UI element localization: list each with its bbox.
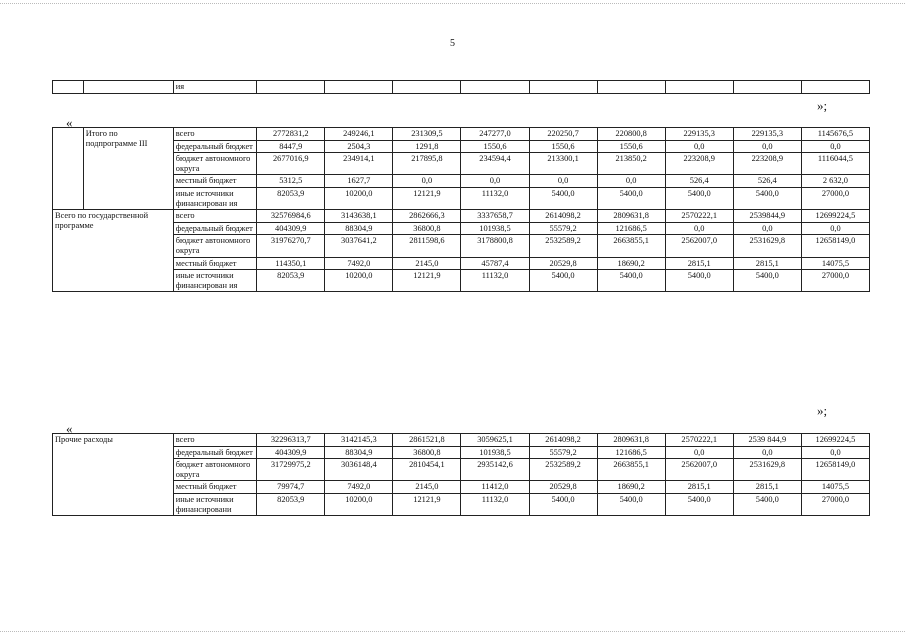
value-cell: 2562007,0 bbox=[665, 459, 733, 481]
table-row bbox=[53, 446, 870, 459]
value-cell: 27000,0 bbox=[801, 187, 869, 209]
value-cell: 229135,3 bbox=[665, 128, 733, 141]
value-cell: 82053,9 bbox=[257, 270, 325, 292]
value-cell: 2532589,2 bbox=[529, 459, 597, 481]
table-row bbox=[53, 187, 870, 209]
value-cell: 1291,8 bbox=[393, 140, 461, 153]
section-title: Всего по государственной программе bbox=[53, 210, 174, 292]
value-cell: 5400,0 bbox=[597, 493, 665, 515]
table-row bbox=[53, 81, 870, 94]
value-cell: 1145676,5 bbox=[801, 128, 869, 141]
value-cell: 213850,2 bbox=[597, 153, 665, 175]
value-cell: 2815,1 bbox=[733, 257, 801, 270]
value-cell: 2614098,2 bbox=[529, 210, 597, 223]
value-cell: 2815,1 bbox=[733, 481, 801, 494]
value-cell: 14075,5 bbox=[801, 481, 869, 494]
value-cell: 12658149,0 bbox=[801, 235, 869, 257]
value-cell: 2809631,8 bbox=[597, 210, 665, 223]
value-cell: 2663855,1 bbox=[597, 459, 665, 481]
table-cell: ия bbox=[173, 81, 256, 94]
value-cell: 249246,1 bbox=[325, 128, 393, 141]
table-row bbox=[53, 434, 870, 447]
table-row bbox=[53, 140, 870, 153]
value-cell: 101938,5 bbox=[461, 222, 529, 235]
value-cell: 2614098,2 bbox=[529, 434, 597, 447]
value-cell: 7492,0 bbox=[325, 257, 393, 270]
value-cell: 79974,7 bbox=[257, 481, 325, 494]
value-cell: 0,0 bbox=[801, 140, 869, 153]
table-row bbox=[53, 493, 870, 515]
value-cell: 234914,1 bbox=[325, 153, 393, 175]
value-cell: 2531629,8 bbox=[733, 235, 801, 257]
table-cell bbox=[393, 81, 461, 94]
value-cell: 0,0 bbox=[393, 175, 461, 188]
value-cell: 234594,4 bbox=[461, 153, 529, 175]
value-cell: 121686,5 bbox=[597, 446, 665, 459]
value-cell: 2810454,1 bbox=[393, 459, 461, 481]
funding-source: всего bbox=[173, 210, 256, 223]
value-cell: 2539 844,9 bbox=[733, 434, 801, 447]
value-cell: 0,0 bbox=[733, 446, 801, 459]
value-cell: 32296313,7 bbox=[257, 434, 325, 447]
value-cell: 82053,9 bbox=[257, 493, 325, 515]
value-cell: 2531629,8 bbox=[733, 459, 801, 481]
value-cell: 5400,0 bbox=[665, 187, 733, 209]
value-cell: 220250,7 bbox=[529, 128, 597, 141]
value-cell: 0,0 bbox=[801, 222, 869, 235]
value-cell: 3143638,1 bbox=[325, 210, 393, 223]
funding-source: федеральный бюджет bbox=[173, 140, 256, 153]
value-cell: 0,0 bbox=[801, 446, 869, 459]
value-cell: 5400,0 bbox=[529, 187, 597, 209]
value-cell: 0,0 bbox=[461, 175, 529, 188]
value-cell: 7492,0 bbox=[325, 481, 393, 494]
open-quote: « bbox=[66, 421, 73, 436]
value-cell: 12658149,0 bbox=[801, 459, 869, 481]
value-cell: 3142145,3 bbox=[325, 434, 393, 447]
value-cell: 31729975,2 bbox=[257, 459, 325, 481]
table-top-fragment bbox=[52, 80, 870, 94]
table-cell bbox=[733, 81, 801, 94]
value-cell: 2935142,6 bbox=[461, 459, 529, 481]
value-cell: 220800,8 bbox=[597, 128, 665, 141]
funding-source: местный бюджет bbox=[173, 175, 256, 188]
value-cell: 20529,8 bbox=[529, 257, 597, 270]
value-cell: 2677016,9 bbox=[257, 153, 325, 175]
value-cell: 18690,2 bbox=[597, 481, 665, 494]
value-cell: 2145,0 bbox=[393, 481, 461, 494]
open-quote: « bbox=[66, 115, 73, 130]
value-cell: 2145,0 bbox=[393, 257, 461, 270]
close-quote: »; bbox=[817, 98, 828, 113]
table-row bbox=[53, 459, 870, 481]
funding-source: всего bbox=[173, 434, 256, 447]
close-quote: »; bbox=[817, 403, 828, 418]
value-cell: 36800,8 bbox=[393, 446, 461, 459]
value-cell: 217895,8 bbox=[393, 153, 461, 175]
value-cell: 5400,0 bbox=[597, 187, 665, 209]
value-cell: 526,4 bbox=[733, 175, 801, 188]
funding-source: иные источники финансирован ия bbox=[173, 187, 256, 209]
value-cell: 2570222,1 bbox=[665, 434, 733, 447]
value-cell: 2539844,9 bbox=[733, 210, 801, 223]
value-cell: 213300,1 bbox=[529, 153, 597, 175]
value-cell: 14075,5 bbox=[801, 257, 869, 270]
value-cell: 2862666,3 bbox=[393, 210, 461, 223]
value-cell: 5312,5 bbox=[257, 175, 325, 188]
funding-source: федеральный бюджет bbox=[173, 446, 256, 459]
value-cell: 32576984,6 bbox=[257, 210, 325, 223]
funding-source: бюджет автономного округа bbox=[173, 459, 256, 481]
value-cell: 12121,9 bbox=[393, 187, 461, 209]
value-cell: 12121,9 bbox=[393, 270, 461, 292]
value-cell: 12699224,5 bbox=[801, 434, 869, 447]
section-title: Итого по подпрограмме III bbox=[83, 128, 173, 210]
value-cell: 5400,0 bbox=[665, 270, 733, 292]
value-cell: 31976270,7 bbox=[257, 235, 325, 257]
funding-source: бюджет автономного округа bbox=[173, 153, 256, 175]
value-cell: 223208,9 bbox=[665, 153, 733, 175]
table-row bbox=[53, 257, 870, 270]
value-cell: 2663855,1 bbox=[597, 235, 665, 257]
value-cell: 404309,9 bbox=[257, 446, 325, 459]
value-cell: 1550,6 bbox=[529, 140, 597, 153]
table-cell bbox=[83, 81, 173, 94]
funding-source: иные источники финансирован ия bbox=[173, 270, 256, 292]
value-cell: 10200,0 bbox=[325, 187, 393, 209]
table-summary bbox=[52, 127, 870, 292]
table-row bbox=[53, 210, 870, 223]
value-cell: 88304,9 bbox=[325, 222, 393, 235]
value-cell: 0,0 bbox=[665, 446, 733, 459]
value-cell: 27000,0 bbox=[801, 493, 869, 515]
value-cell: 2811598,6 bbox=[393, 235, 461, 257]
value-cell: 27000,0 bbox=[801, 270, 869, 292]
value-cell: 1116044,5 bbox=[801, 153, 869, 175]
value-cell: 11412,0 bbox=[461, 481, 529, 494]
value-cell: 404309,9 bbox=[257, 222, 325, 235]
value-cell: 121686,5 bbox=[597, 222, 665, 235]
value-cell: 11132,0 bbox=[461, 270, 529, 292]
value-cell: 101938,5 bbox=[461, 446, 529, 459]
table-row bbox=[53, 222, 870, 235]
value-cell: 2815,1 bbox=[665, 257, 733, 270]
funding-source: иные источники финансировани bbox=[173, 493, 256, 515]
table-row bbox=[53, 128, 870, 141]
value-cell: 2504,3 bbox=[325, 140, 393, 153]
value-cell: 114350,1 bbox=[257, 257, 325, 270]
table-cell bbox=[529, 81, 597, 94]
table-row bbox=[53, 175, 870, 188]
value-cell: 3059625,1 bbox=[461, 434, 529, 447]
value-cell: 55579,2 bbox=[529, 446, 597, 459]
table-cell bbox=[53, 81, 84, 94]
value-cell: 5400,0 bbox=[733, 493, 801, 515]
value-cell: 0,0 bbox=[733, 222, 801, 235]
value-cell: 36800,8 bbox=[393, 222, 461, 235]
page-number: 5 bbox=[450, 38, 455, 49]
value-cell: 5400,0 bbox=[597, 270, 665, 292]
value-cell: 2 632,0 bbox=[801, 175, 869, 188]
value-cell: 5400,0 bbox=[529, 493, 597, 515]
value-cell: 526,4 bbox=[665, 175, 733, 188]
value-cell: 2562007,0 bbox=[665, 235, 733, 257]
scan-edge-top bbox=[0, 0, 905, 4]
funding-source: местный бюджет bbox=[173, 481, 256, 494]
table-cell bbox=[53, 128, 84, 210]
value-cell: 223208,9 bbox=[733, 153, 801, 175]
value-cell: 5400,0 bbox=[665, 493, 733, 515]
value-cell: 3337658,7 bbox=[461, 210, 529, 223]
value-cell: 1627,7 bbox=[325, 175, 393, 188]
value-cell: 55579,2 bbox=[529, 222, 597, 235]
value-cell: 229135,3 bbox=[733, 128, 801, 141]
value-cell: 82053,9 bbox=[257, 187, 325, 209]
value-cell: 0,0 bbox=[597, 175, 665, 188]
table-cell bbox=[325, 81, 393, 94]
value-cell: 3036148,4 bbox=[325, 459, 393, 481]
value-cell: 2532589,2 bbox=[529, 235, 597, 257]
table-other-expenses bbox=[52, 433, 870, 516]
section-title: Прочие расходы bbox=[53, 434, 174, 516]
funding-source: всего bbox=[173, 128, 256, 141]
scan-edge-bottom bbox=[0, 631, 905, 635]
value-cell: 2772831,2 bbox=[257, 128, 325, 141]
value-cell: 3178800,8 bbox=[461, 235, 529, 257]
table-row bbox=[53, 481, 870, 494]
value-cell: 12699224,5 bbox=[801, 210, 869, 223]
value-cell: 12121,9 bbox=[393, 493, 461, 515]
value-cell: 8447,9 bbox=[257, 140, 325, 153]
funding-source: бюджет автономного округа bbox=[173, 235, 256, 257]
value-cell: 5400,0 bbox=[733, 270, 801, 292]
value-cell: 10200,0 bbox=[325, 270, 393, 292]
table-row bbox=[53, 235, 870, 257]
value-cell: 45787,4 bbox=[461, 257, 529, 270]
value-cell: 0,0 bbox=[665, 140, 733, 153]
value-cell: 5400,0 bbox=[529, 270, 597, 292]
table-cell bbox=[665, 81, 733, 94]
funding-source: федеральный бюджет bbox=[173, 222, 256, 235]
value-cell: 2809631,8 bbox=[597, 434, 665, 447]
table-cell bbox=[597, 81, 665, 94]
value-cell: 18690,2 bbox=[597, 257, 665, 270]
value-cell: 0,0 bbox=[665, 222, 733, 235]
table-cell bbox=[461, 81, 529, 94]
value-cell: 231309,5 bbox=[393, 128, 461, 141]
table-row bbox=[53, 153, 870, 175]
value-cell: 1550,6 bbox=[461, 140, 529, 153]
value-cell: 2570222,1 bbox=[665, 210, 733, 223]
value-cell: 1550,6 bbox=[597, 140, 665, 153]
value-cell: 20529,8 bbox=[529, 481, 597, 494]
value-cell: 2861521,8 bbox=[393, 434, 461, 447]
table-cell bbox=[801, 81, 869, 94]
value-cell: 11132,0 bbox=[461, 187, 529, 209]
value-cell: 0,0 bbox=[733, 140, 801, 153]
value-cell: 2815,1 bbox=[665, 481, 733, 494]
funding-source: местный бюджет bbox=[173, 257, 256, 270]
value-cell: 0,0 bbox=[529, 175, 597, 188]
value-cell: 88304,9 bbox=[325, 446, 393, 459]
value-cell: 11132,0 bbox=[461, 493, 529, 515]
value-cell: 5400,0 bbox=[733, 187, 801, 209]
value-cell: 3037641,2 bbox=[325, 235, 393, 257]
value-cell: 247277,0 bbox=[461, 128, 529, 141]
table-row bbox=[53, 270, 870, 292]
value-cell: 10200,0 bbox=[325, 493, 393, 515]
table-cell bbox=[257, 81, 325, 94]
